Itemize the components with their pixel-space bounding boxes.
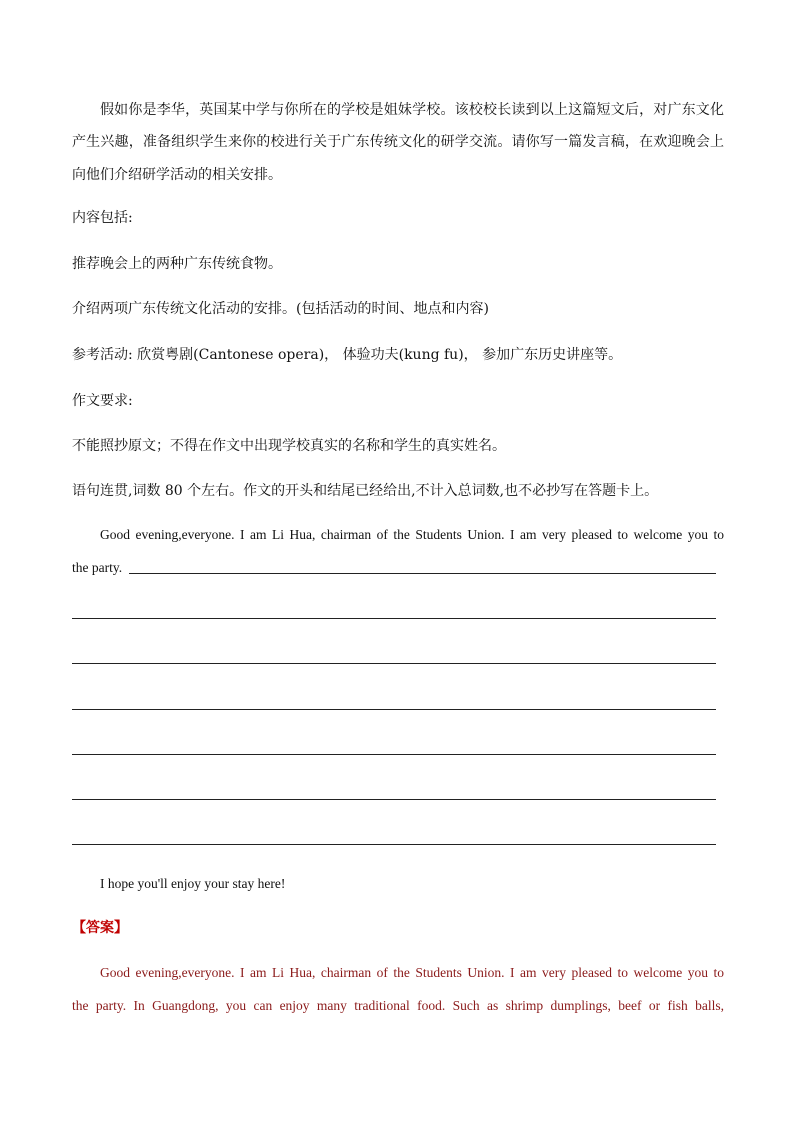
prompt-paragraph-line-3: 向他们介绍研学活动的相关安排。: [72, 167, 282, 183]
content-item-1: 推荐晚会上的两种广东传统食物。: [72, 256, 282, 272]
answer-label: 【答案】: [72, 920, 128, 936]
answer-line-2: the party. In Guangdong, you can enjoy many traditional food. Such as shrimp dumplings, beef or fish balls,: [72, 998, 724, 1013]
answer-blank-line-2[interactable]: [72, 618, 716, 619]
answer-blank-line-3[interactable]: [72, 663, 716, 664]
requirement-1: 不能照抄原文；不得在作文中出现学校真实的名称和学生的真实姓名。: [72, 438, 506, 454]
reference-activities: 参考活动: 欣赏粤剧(Cantonese opera)， 体验功夫(kung fu)， 参加广东历史讲座等。: [72, 347, 623, 363]
answer-blank-line-7[interactable]: [72, 844, 716, 845]
prompt-paragraph-line-1: 假如你是李华，英国某中学与你所在的学校是姐妹学校。该校校长读到以上这篇短文后，对广东文化: [100, 102, 724, 118]
essay-opening-line-2: the party.: [72, 560, 123, 575]
content-item-2: 介绍两项广东传统文化活动的安排。(包括活动的时间、地点和内容): [72, 301, 489, 317]
answer-line-1: Good evening,everyone. I am Li Hua, chairman of the Students Union. I am very pleased to welcome you to: [100, 965, 724, 980]
essay-opening-line-1: Good evening,everyone. I am Li Hua, chairman of the Students Union. I am very pleased to welcome you to: [100, 527, 724, 542]
prompt-paragraph-line-2: 产生兴趣，准备组织学生来你的校进行关于广东传统文化的研学交流。请你写一篇发言稿，在欢迎晚会上: [72, 134, 724, 150]
requirements-heading: 作文要求:: [72, 393, 133, 409]
answer-blank-line-5[interactable]: [72, 754, 716, 755]
content-heading: 内容包括:: [72, 210, 133, 226]
answer-blank-line-1[interactable]: [129, 573, 716, 574]
answer-blank-line-4[interactable]: [72, 709, 716, 710]
essay-closing: I hope you'll enjoy your stay here!: [100, 876, 286, 891]
requirement-2: 语句连贯,词数 80 个左右。作文的开头和结尾已经给出,不计入总词数,也不必抄写在答题卡上。: [72, 483, 659, 499]
answer-blank-line-6[interactable]: [72, 799, 716, 800]
